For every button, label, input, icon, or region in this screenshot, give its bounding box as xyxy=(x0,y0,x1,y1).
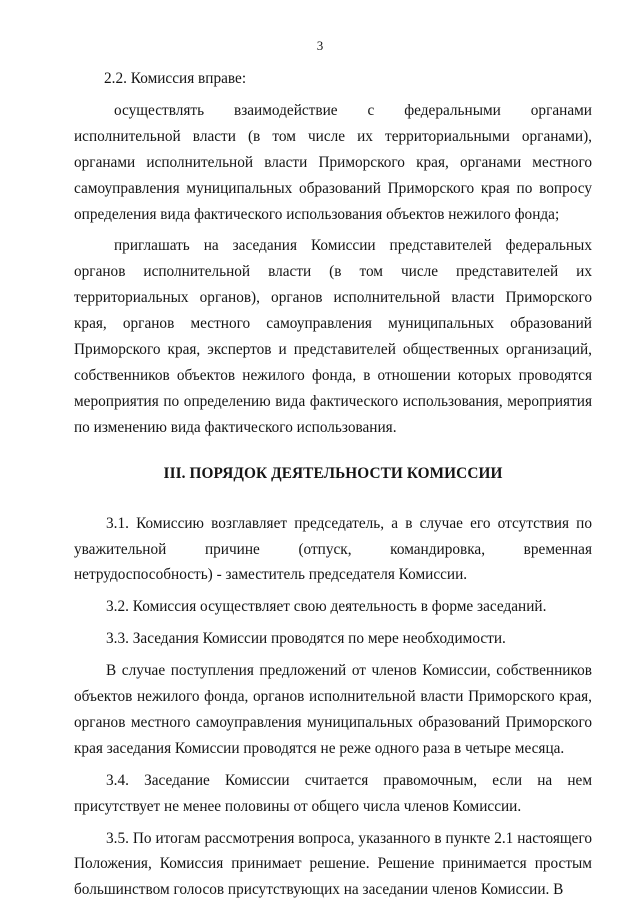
paragraph-3-3: 3.3. Заседания Комиссии проводятся по мере необходимости. xyxy=(106,630,506,648)
paragraph-3-5: 3.5. По итогам рассмотрения вопроса, указанного в пункте 2.1 настоящего Положения, Комиссия принимает решение. Решение принимается простым большинством голосов присутствующих на заседании членов Комиссии. В xyxy=(74,829,592,899)
section-heading-3: III. ПОРЯДОК ДЕЯТЕЛЬНОСТИ КОМИССИИ xyxy=(163,464,503,482)
document-body xyxy=(74,66,592,909)
paragraph-proposals: В случае поступления предложений от членов Комиссии, собственников объектов нежилого фонда, органов исполнительной власти Приморского края, органов местного самоуправления муниципальных образований Приморского края заседания Комиссии проводятся не реже одного раза в четыре месяца. xyxy=(74,662,592,757)
paragraph-3-2: 3.2. Комиссия осуществляет свою деятельность в форме заседаний. xyxy=(106,598,547,616)
paragraph-2-2: 2.2. Комиссия вправе: xyxy=(104,70,247,87)
page-number: 3 xyxy=(316,38,324,53)
paragraph-invite-right: приглашать на заседания Комиссии представителей федеральных органов исполнительной власти (в том числе представителей их территориальных органов), органов исполнительной власти Приморского края, органов местного самоуправления муниципальных образований Приморского края, экспертов и представителей общественных организаций, собственников объектов нежилого фонда, в отношении которых проводятся мероприятия по определению вида фактического использования, мероприятия по изменению вида фактического использования. xyxy=(74,237,592,436)
paragraph-3-1: 3.1. Комиссию возглавляет председатель, а в случае его отсутствия по уважительной причине (отпуск, командировка, временная нетрудоспособность) - заместитель председателя Комиссии. xyxy=(74,514,592,584)
paragraph-interaction-right: осуществлять взаимодействие с федеральными органами исполнительной власти (в том числе их территориальными органами), органами исполнительной власти Приморского края, органами местного самоуправления муниципальных образований Приморского края по вопросу определения вида фактического использования объектов нежилого фонда; xyxy=(74,101,592,223)
paragraph-3-4: 3.4. Заседание Комиссии считается правомочным, если на нем присутствует не менее половины от общего числа членов Комиссии. xyxy=(74,771,592,815)
